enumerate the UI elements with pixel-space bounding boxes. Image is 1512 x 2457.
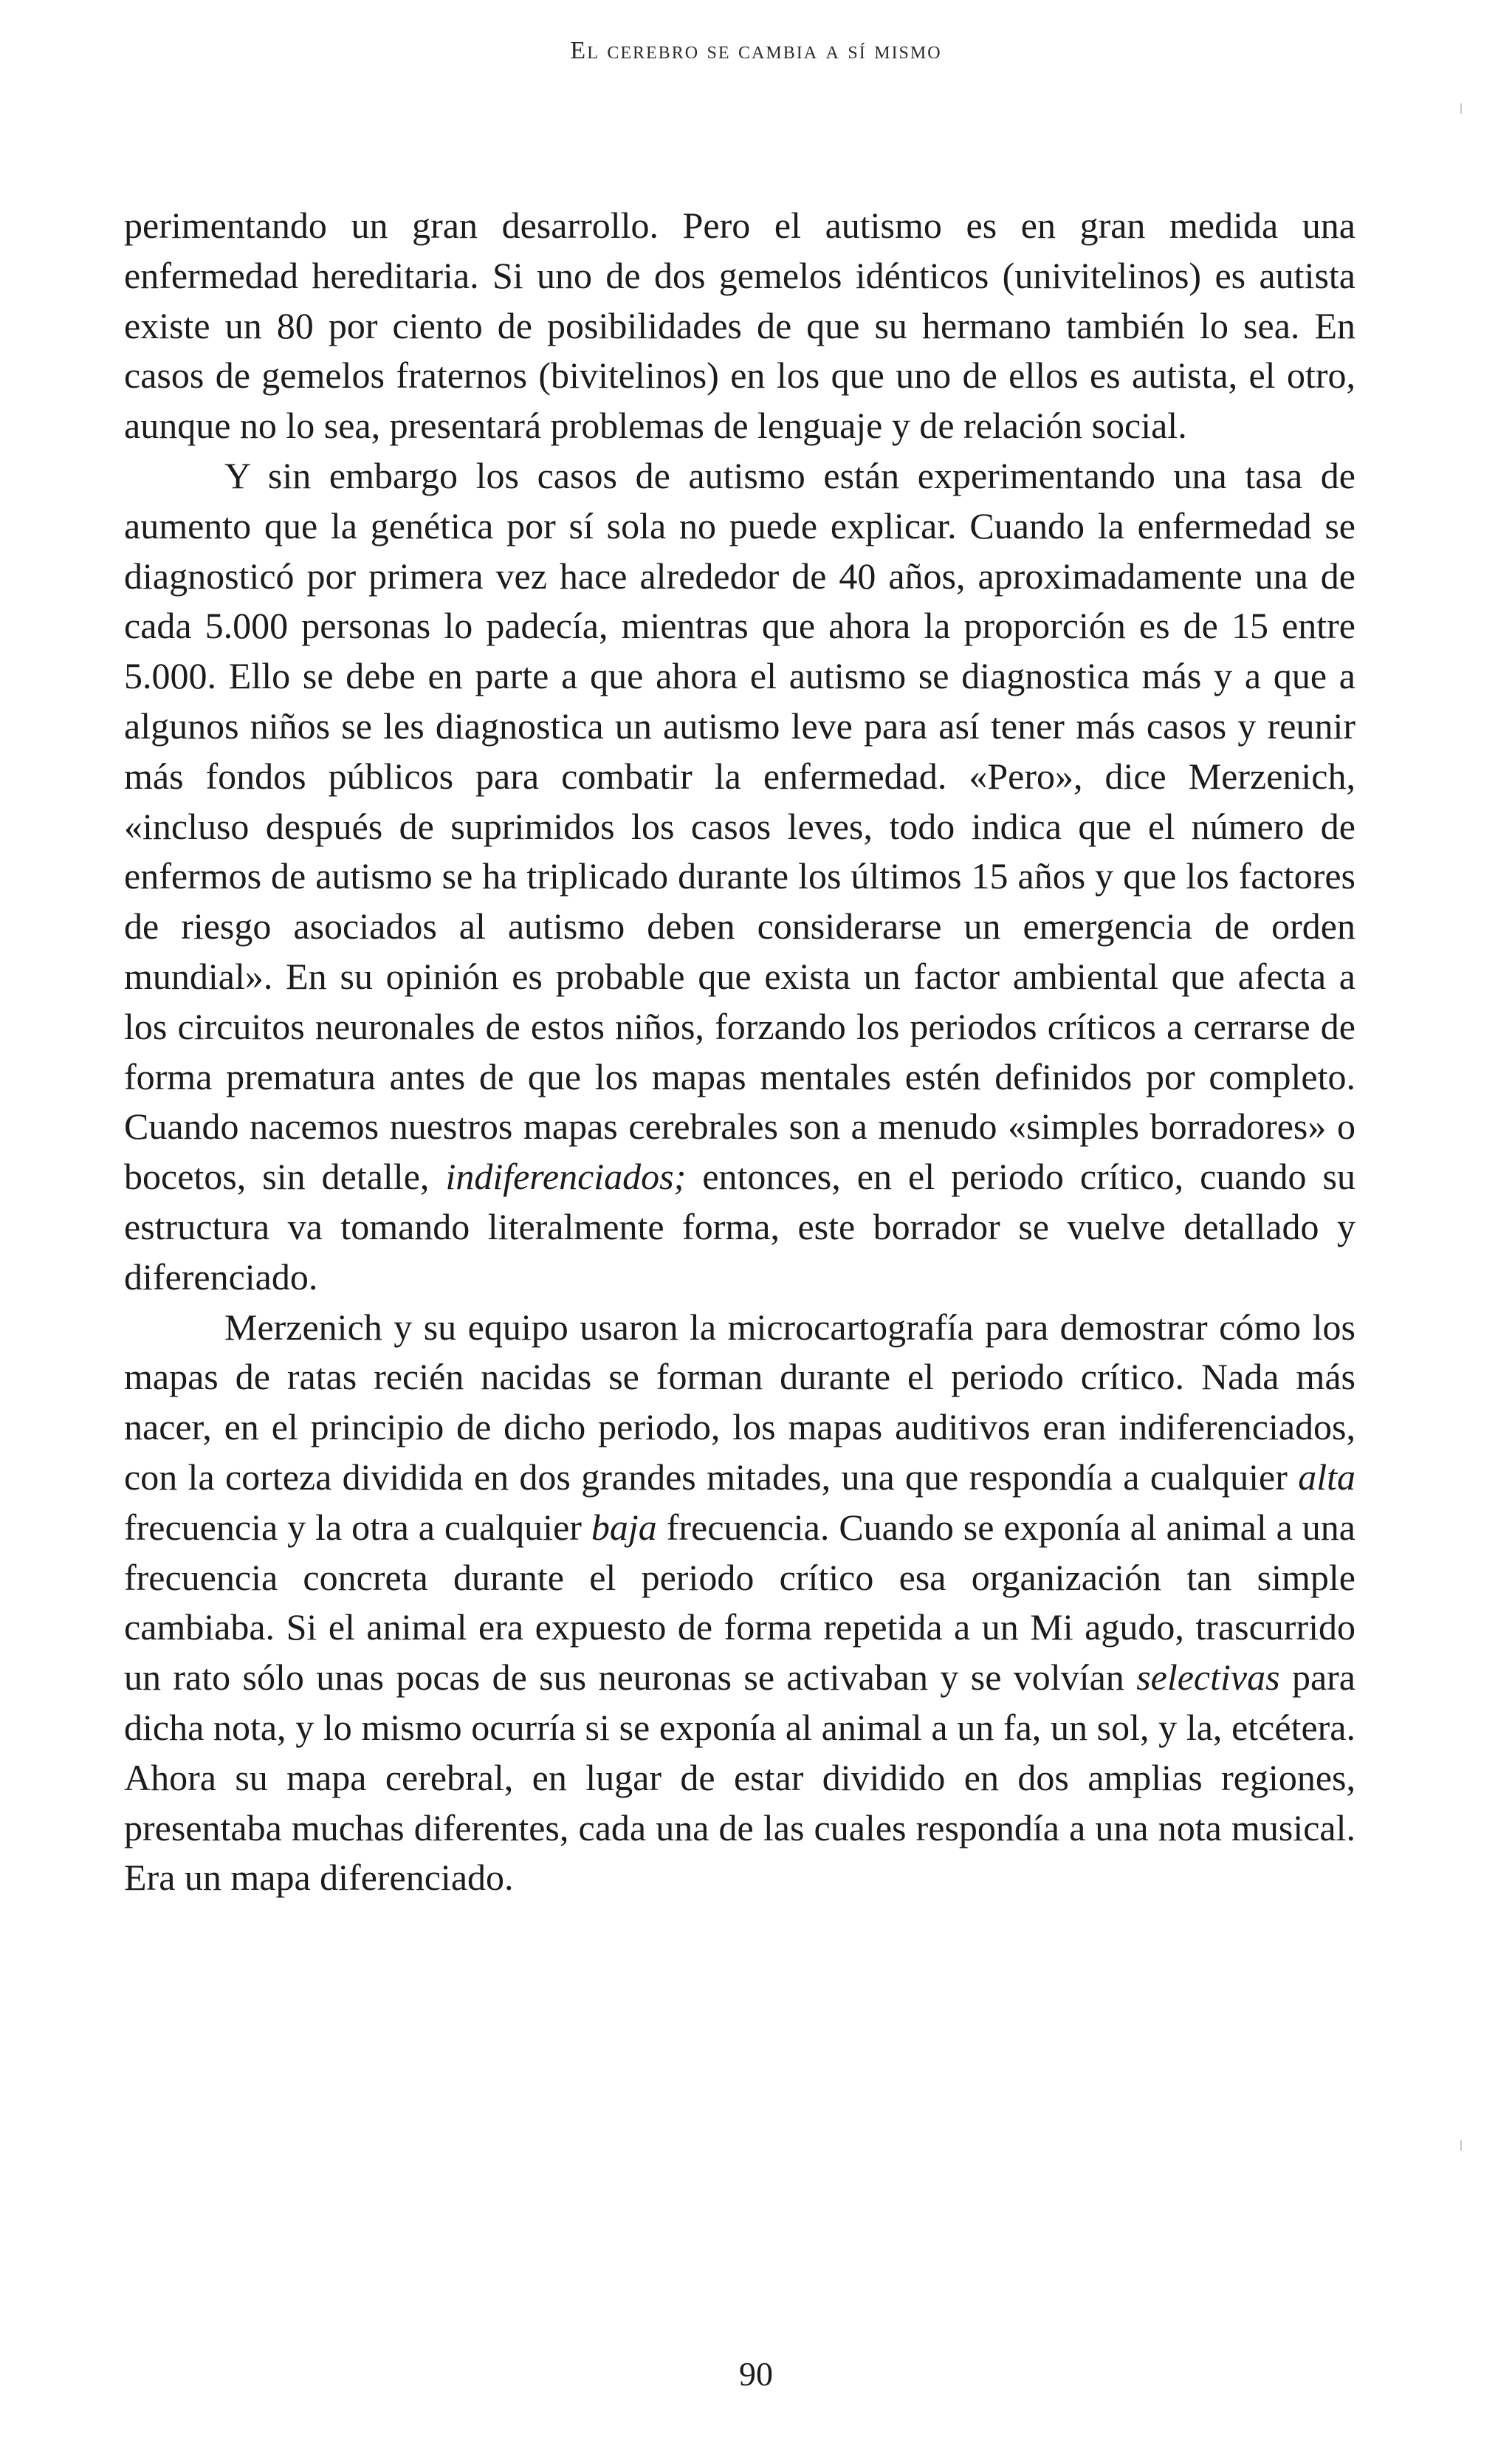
paragraph-2 [124,451,1355,1303]
italic-term-indiferenciados: indiferenciados; [445,1156,687,1198]
paragraph-2-text-b: entonces, en el periodo crítico, cuando su estructura va tomando literalmente forma, este borrador se vuelve detallado y diferenciado. [124,1156,1355,1298]
paragraph-3-text-d: para dicha nota, y lo mismo ocurría si se exponía al animal a un fa, un sol, y la, etcétera. Ahora su mapa cerebral, en lugar de estar dividido en dos amplias regiones, presentaba muchas diferentes, cada una de las cuales respondía a una nota musical. Era un mapa diferenciado. [124,1656,1355,1899]
italic-term-baja: baja [591,1506,657,1548]
paragraph-2-text-a: Y sin embargo los casos de autismo están experimentando una tasa de aumento que la genética por sí sola no puede explicar. Cuando la enfermedad se diagnosticó por primera vez hace alrededor de 40 años, aproximadamente una de cada 5.000 personas lo padecía, mientras que ahora la proporción es de 15 entre 5.000. Ello se debe en parte a que ahora el autismo se diagnostica más y a que a algunos niños se les diagnostica un autismo leve para así tener más casos y reunir más fondos públicos para combatir la enfermedad. «Pero», dice Merzenich, «incluso después de suprimidos los casos leves, todo indica que el número de enfermos de autismo se ha triplicado durante los últimos 15 años y que los factores de riesgo asociados al autismo deben considerarse un emergencia de orden mundial». En su opinión es probable que exista un factor ambiental que afecta a los circuitos neuronales de estos niños, forzando los periodos críticos a cerrarse de forma prematura antes de que los mapas mentales estén definidos por completo. Cuando nacemos nuestros mapas cerebrales son a menudo «simples borradores» o bocetos, sin detalle, [124,454,1355,1198]
running-head-text: El cerebro se cambia a sí mismo [570,37,942,64]
paragraph-3-text-c: frecuencia. Cuando se exponía al animal a una frecuencia concreta durante el periodo crítico esa organización tan simple cambiaba. Si el animal era expuesto de forma repetida a un Mi agudo, trascurrido un rato sólo unas pocas de sus neuronas se activaban y se volvían [124,1506,1355,1699]
paragraph-1 [124,201,1355,451]
paragraph-3-text-b: frecuencia y la otra a cualquier [124,1506,591,1548]
scan-speck [1460,103,1462,114]
page-number: 90 [739,2355,773,2393]
italic-term-alta: alta [1298,1456,1355,1498]
paragraph-1-text: perimentando un gran desarrollo. Pero el autismo es en gran medida una enfermedad hereditaria. Si uno de dos gemelos idénticos (univitelinos) es autista existe un 80 por ciento de posibilidades de que su hermano también lo sea. En casos de gemelos fraternos (bivitelinos) en los que uno de ellos es autista, el otro, aunque no lo sea, presentará problemas de lenguaje y de relación social. [124,205,1355,447]
paragraph-3 [124,1303,1355,1904]
running-head [0,37,1512,65]
paragraph-3-text-a: Merzenich y su equipo usaron la microcartografía para demostrar cómo los mapas de ratas recién nacidas se forman durante el periodo crítico. Nada más nacer, en el principio de dicho periodo, los mapas auditivos eran indiferenciados, con la corteza dividida en dos grandes mitades, una que respondía a cualquier [124,1306,1355,1498]
scan-speck [1460,2140,1462,2151]
italic-term-selectivas: selectivas [1136,1656,1280,1699]
body-text [124,201,1355,1903]
